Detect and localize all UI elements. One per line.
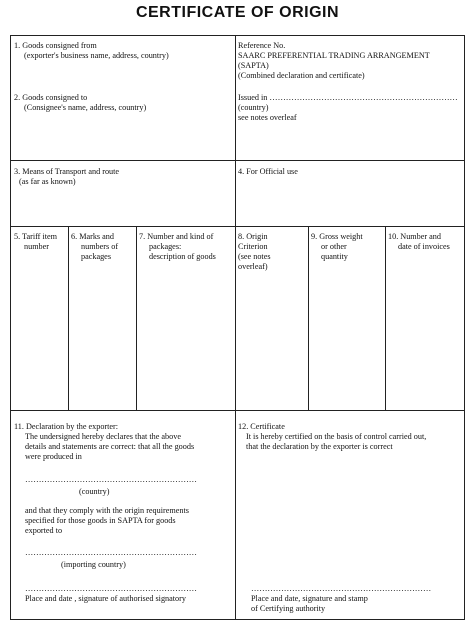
- issued-in-field: Issued in ……………………………………………………………: [238, 93, 458, 102]
- box6-label: 6. Marks and: [71, 232, 114, 241]
- box1-hint: (exporter's business name, address, country): [24, 51, 169, 60]
- box8-label-3: (see notes: [238, 252, 271, 261]
- issued-country-label: (country): [238, 103, 269, 112]
- box7-label-3: description of goods: [149, 252, 216, 261]
- reference-label: Reference No.: [238, 41, 286, 50]
- country-dotted-line: ………………………………………………………: [25, 475, 197, 484]
- box2-hint: (Consignee's name, address, country): [24, 103, 147, 112]
- certifying-caption-1: Place and date, signature and stamp: [251, 594, 368, 603]
- box10-label: 10. Number and: [388, 232, 441, 241]
- importing-country-dotted-line: ………………………………………………………: [25, 548, 197, 557]
- box6-label-2: numbers of: [81, 242, 119, 251]
- divider: [136, 226, 137, 410]
- box4-label: 4. For Official use: [238, 167, 298, 176]
- signatory-caption: Place and date , signature of authorised signatory: [25, 594, 186, 603]
- declaration-text-5: specified for those goods in SAPTA for goods: [25, 516, 176, 525]
- declaration-text-4: and that they comply with the origin requirements: [25, 506, 189, 515]
- divider: [308, 226, 309, 410]
- reference-abbrev: (SAPTA): [238, 61, 269, 70]
- box9-label-2: or other: [321, 242, 347, 251]
- box12-label: 12. Certificate: [238, 422, 285, 431]
- box8-label-2: Criterion: [238, 242, 268, 251]
- box2-label: 2. Goods consigned to: [14, 93, 88, 102]
- box5-label: 5. Tariff item: [14, 232, 58, 241]
- box7-label-2: packages:: [149, 242, 182, 251]
- box11-label: 11. Declaration by the exporter:: [14, 422, 119, 431]
- certifying-dotted-line: …………………………………………………………: [251, 584, 432, 593]
- box3-label: 3. Means of Transport and route: [14, 167, 120, 176]
- signatory-dotted-line: ………………………………………………………: [25, 584, 197, 593]
- declaration-text-2: details and statements are correct: that all the goods: [25, 442, 195, 451]
- box9-label: 9. Gross weight: [311, 232, 363, 241]
- divider: [68, 226, 69, 410]
- box5-label-2: number: [24, 242, 50, 251]
- box1-label: 1. Goods consigned from: [14, 41, 97, 50]
- box3-hint: (as far as known): [19, 177, 76, 186]
- box8-label-4: overleaf): [238, 262, 268, 271]
- country-caption: (country): [79, 487, 110, 496]
- box8-label: 8. Origin: [238, 232, 268, 241]
- divider: [235, 36, 236, 619]
- divider: [11, 226, 464, 227]
- importing-country-caption: (importing country): [61, 560, 126, 569]
- document-title: CERTIFICATE OF ORIGIN: [135, 4, 340, 21]
- notes-overleaf-label: see notes overleaf: [238, 113, 297, 122]
- reference-scheme: SAARC PREFERENTIAL TRADING ARRANGEMENT: [238, 51, 430, 60]
- divider: [385, 226, 386, 410]
- declaration-text-6: exported to: [25, 526, 63, 535]
- declaration-text-1: The undersigned hereby declares that the above: [25, 432, 181, 441]
- reference-subtitle: (Combined declaration and certificate): [238, 71, 365, 80]
- declaration-text-3: were produced in: [25, 452, 82, 461]
- certificate-form: [10, 35, 465, 620]
- certificate-text-2: that the declaration by the exporter is correct: [246, 442, 393, 451]
- box6-label-3: packages: [81, 252, 112, 261]
- certifying-caption-2: of Certifying authority: [251, 604, 326, 613]
- box9-label-3: quantity: [321, 252, 348, 261]
- certificate-text-1: It is hereby certified on the basis of control carried out,: [246, 432, 427, 441]
- box10-label-2: date of invoices: [398, 242, 450, 251]
- box7-label: 7. Number and kind of: [139, 232, 214, 241]
- divider: [11, 410, 464, 411]
- divider: [11, 160, 464, 161]
